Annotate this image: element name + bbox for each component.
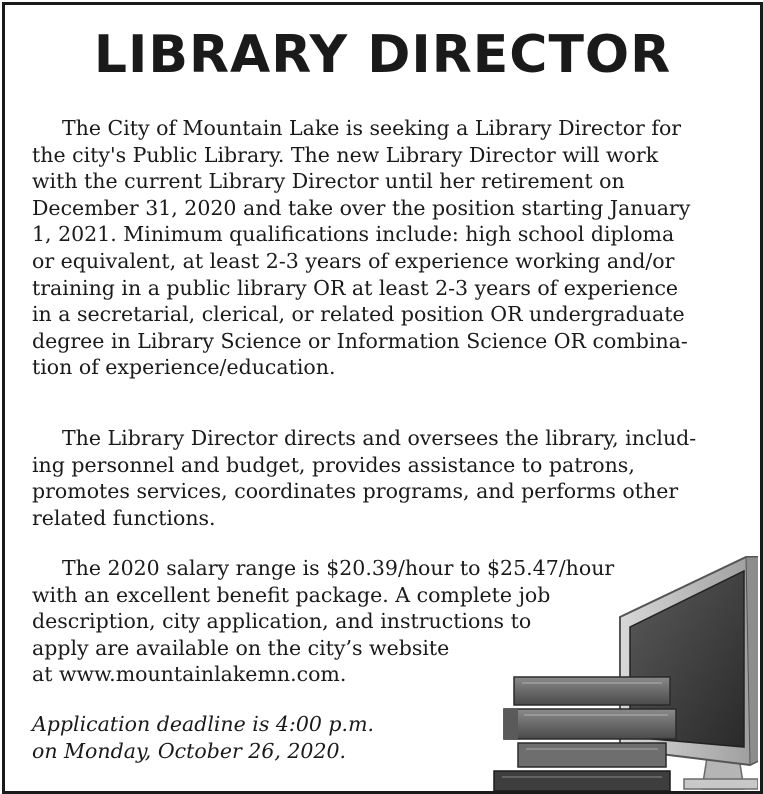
paragraph-position-overview (32, 115, 690, 381)
text-line: description, city application, and instructions to (32, 609, 532, 634)
text-line: or equivalent, at least 2-3 years of experience working and/or (32, 248, 675, 273)
text-line: December 31, 2020 and take over the position starting January (32, 195, 691, 220)
ad-headline: LIBRARY DIRECTOR (93, 25, 672, 85)
text-line: with an excellent benefit package. A complete job (32, 582, 551, 607)
books-icon (494, 677, 676, 791)
text-line: promotes services, coordinates programs, and performs other (32, 479, 679, 504)
text-line: training in a public library OR at least 2-3 years of experience (32, 275, 679, 300)
text-line: The 2020 salary range is $20.39/hour to $25.47/hour (62, 556, 615, 580)
books-and-computer-monitor-icon (488, 553, 758, 791)
text-line: ing personnel and budget, provides assistance to patrons, (32, 452, 635, 477)
paragraph-duties (32, 425, 696, 531)
text-line: on Monday, October 26, 2020. (32, 738, 347, 763)
text-line: degree in Library Science or Information Science OR combina- (32, 328, 688, 353)
text-line: with the current Library Director until her retirement on (32, 169, 625, 194)
text-line: apply are available on the city’s website (32, 635, 450, 660)
paragraph-deadline (32, 711, 374, 764)
text-line: at www.mountainlakemn.com. (32, 662, 347, 687)
text-line: related functions. (32, 505, 216, 530)
job-advertisement (2, 2, 763, 794)
text-line: the city's Public Library. The new Library Director will work (32, 142, 659, 167)
text-line: The City of Mountain Lake is seeking a Library Director for (62, 116, 682, 140)
text-line: in a secretarial, clerical, or related position OR undergraduate (32, 302, 685, 327)
text-line: Application deadline is 4:00 p.m. (32, 712, 375, 736)
text-line: The Library Director directs and oversees the library, includ- (62, 426, 697, 450)
text-line: tion of experience/education. (32, 355, 336, 380)
text-line: 1, 2021. Minimum qualifications include: high school diploma (32, 222, 675, 247)
